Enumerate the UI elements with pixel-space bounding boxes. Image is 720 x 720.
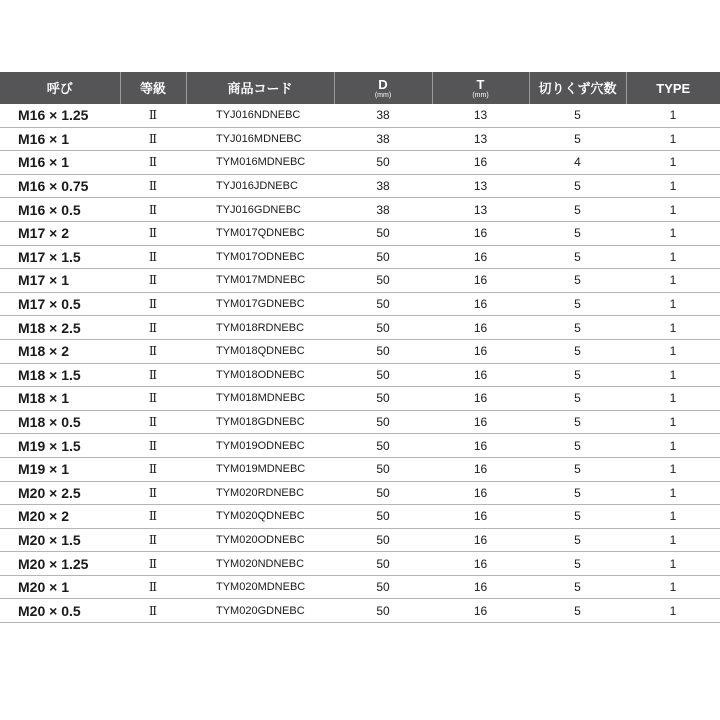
cell-type: 1 <box>626 505 720 529</box>
cell-flutes: 4 <box>529 151 626 175</box>
cell-t: 16 <box>432 387 529 411</box>
table-row <box>0 269 720 293</box>
table-row <box>0 339 720 363</box>
cell-d: 50 <box>334 221 432 245</box>
cell-code: TYM020MDNEBC <box>186 575 334 599</box>
cell-code: TYM018RDNEBC <box>186 316 334 340</box>
cell-d: 50 <box>334 387 432 411</box>
cell-type: 1 <box>626 434 720 458</box>
table-row <box>0 575 720 599</box>
cell-grade: Ⅱ <box>120 599 186 623</box>
table-row <box>0 292 720 316</box>
cell-d: 50 <box>334 292 432 316</box>
cell-type: 1 <box>626 174 720 198</box>
cell-grade: Ⅱ <box>120 552 186 576</box>
cell-name: M18 × 2.5 <box>0 316 120 340</box>
cell-code: TYM017QDNEBC <box>186 221 334 245</box>
cell-grade: Ⅱ <box>120 434 186 458</box>
cell-type: 1 <box>626 339 720 363</box>
cell-code: TYJ016JDNEBC <box>186 174 334 198</box>
cell-type: 1 <box>626 269 720 293</box>
cell-type: 1 <box>626 528 720 552</box>
cell-code: TYM020ODNEBC <box>186 528 334 552</box>
cell-type: 1 <box>626 457 720 481</box>
table-row <box>0 245 720 269</box>
cell-name: M17 × 0.5 <box>0 292 120 316</box>
cell-d: 38 <box>334 127 432 151</box>
cell-t: 13 <box>432 174 529 198</box>
cell-flutes: 5 <box>529 505 626 529</box>
cell-d: 50 <box>334 363 432 387</box>
cell-t: 13 <box>432 198 529 222</box>
cell-t: 16 <box>432 457 529 481</box>
table-header <box>0 72 720 104</box>
cell-grade: Ⅱ <box>120 481 186 505</box>
cell-d: 50 <box>334 410 432 434</box>
cell-grade: Ⅱ <box>120 316 186 340</box>
cell-name: M20 × 1 <box>0 575 120 599</box>
cell-flutes: 5 <box>529 363 626 387</box>
cell-d: 50 <box>334 505 432 529</box>
cell-type: 1 <box>626 245 720 269</box>
cell-flutes: 5 <box>529 434 626 458</box>
header-row <box>0 72 720 104</box>
cell-name: M17 × 1.5 <box>0 245 120 269</box>
cell-code: TYJ016GDNEBC <box>186 198 334 222</box>
cell-name: M20 × 2.5 <box>0 481 120 505</box>
cell-flutes: 5 <box>529 292 626 316</box>
table-row <box>0 434 720 458</box>
cell-flutes: 5 <box>529 339 626 363</box>
cell-name: M16 × 0.5 <box>0 198 120 222</box>
cell-grade: Ⅱ <box>120 292 186 316</box>
cell-name: M16 × 0.75 <box>0 174 120 198</box>
cell-name: M20 × 1.5 <box>0 528 120 552</box>
table-row <box>0 221 720 245</box>
cell-d: 50 <box>334 316 432 340</box>
table-row <box>0 599 720 623</box>
cell-grade: Ⅱ <box>120 269 186 293</box>
cell-grade: Ⅱ <box>120 387 186 411</box>
cell-name: M20 × 1.25 <box>0 552 120 576</box>
cell-name: M19 × 1 <box>0 457 120 481</box>
cell-name: M18 × 1.5 <box>0 363 120 387</box>
header-flutes: 切りくず穴数 <box>529 72 626 104</box>
cell-t: 16 <box>432 151 529 175</box>
cell-d: 50 <box>334 151 432 175</box>
cell-t: 13 <box>432 104 529 127</box>
cell-t: 16 <box>432 434 529 458</box>
table-row <box>0 481 720 505</box>
cell-t: 16 <box>432 481 529 505</box>
cell-type: 1 <box>626 552 720 576</box>
cell-type: 1 <box>626 104 720 127</box>
cell-d: 50 <box>334 269 432 293</box>
table-body <box>0 104 720 623</box>
cell-code: TYM019MDNEBC <box>186 457 334 481</box>
cell-type: 1 <box>626 481 720 505</box>
cell-grade: Ⅱ <box>120 575 186 599</box>
cell-type: 1 <box>626 363 720 387</box>
cell-flutes: 5 <box>529 410 626 434</box>
cell-code: TYM019ODNEBC <box>186 434 334 458</box>
cell-code: TYM017MDNEBC <box>186 269 334 293</box>
cell-flutes: 5 <box>529 316 626 340</box>
cell-name: M17 × 2 <box>0 221 120 245</box>
cell-d: 50 <box>334 339 432 363</box>
header-t-unit: (mm) <box>472 91 489 99</box>
table-row <box>0 174 720 198</box>
cell-code: TYM020NDNEBC <box>186 552 334 576</box>
cell-t: 16 <box>432 552 529 576</box>
cell-grade: Ⅱ <box>120 221 186 245</box>
table-row <box>0 552 720 576</box>
cell-code: TYM018QDNEBC <box>186 339 334 363</box>
cell-name: M19 × 1.5 <box>0 434 120 458</box>
table-row <box>0 316 720 340</box>
cell-type: 1 <box>626 599 720 623</box>
cell-type: 1 <box>626 127 720 151</box>
cell-t: 13 <box>432 127 529 151</box>
cell-name: M17 × 1 <box>0 269 120 293</box>
header-name: 呼び <box>0 72 120 104</box>
cell-d: 38 <box>334 174 432 198</box>
header-d-unit: (mm) <box>374 91 392 99</box>
cell-code: TYM018GDNEBC <box>186 410 334 434</box>
cell-name: M18 × 2 <box>0 339 120 363</box>
cell-grade: Ⅱ <box>120 528 186 552</box>
cell-flutes: 5 <box>529 127 626 151</box>
cell-flutes: 5 <box>529 174 626 198</box>
cell-name: M16 × 1 <box>0 151 120 175</box>
cell-code: TYJ016NDNEBC <box>186 104 334 127</box>
cell-flutes: 5 <box>529 387 626 411</box>
cell-t: 16 <box>432 245 529 269</box>
cell-d: 50 <box>334 599 432 623</box>
cell-t: 16 <box>432 575 529 599</box>
cell-grade: Ⅱ <box>120 127 186 151</box>
cell-flutes: 5 <box>529 221 626 245</box>
cell-grade: Ⅱ <box>120 104 186 127</box>
cell-name: M20 × 2 <box>0 505 120 529</box>
cell-d: 50 <box>334 575 432 599</box>
header-grade: 等級 <box>120 72 186 104</box>
cell-code: TYM016MDNEBC <box>186 151 334 175</box>
cell-t: 16 <box>432 269 529 293</box>
cell-type: 1 <box>626 575 720 599</box>
cell-code: TYJ016MDNEBC <box>186 127 334 151</box>
cell-grade: Ⅱ <box>120 363 186 387</box>
cell-type: 1 <box>626 410 720 434</box>
table-row <box>0 528 720 552</box>
cell-type: 1 <box>626 221 720 245</box>
table-row <box>0 363 720 387</box>
cell-d: 38 <box>334 198 432 222</box>
cell-flutes: 5 <box>529 528 626 552</box>
cell-grade: Ⅱ <box>120 245 186 269</box>
cell-t: 16 <box>432 528 529 552</box>
cell-t: 16 <box>432 221 529 245</box>
cell-d: 50 <box>334 481 432 505</box>
cell-code: TYM020QDNEBC <box>186 505 334 529</box>
cell-flutes: 5 <box>529 575 626 599</box>
cell-code: TYM018ODNEBC <box>186 363 334 387</box>
cell-code: TYM017GDNEBC <box>186 292 334 316</box>
cell-grade: Ⅱ <box>120 410 186 434</box>
table-row <box>0 104 720 127</box>
cell-name: M18 × 0.5 <box>0 410 120 434</box>
cell-t: 16 <box>432 339 529 363</box>
cell-t: 16 <box>432 292 529 316</box>
cell-code: TYM018MDNEBC <box>186 387 334 411</box>
header-type: TYPE <box>626 72 720 104</box>
header-code: 商品コード <box>186 72 334 104</box>
cell-flutes: 5 <box>529 245 626 269</box>
table-row <box>0 387 720 411</box>
cell-flutes: 5 <box>529 198 626 222</box>
table-row <box>0 198 720 222</box>
cell-grade: Ⅱ <box>120 457 186 481</box>
cell-grade: Ⅱ <box>120 198 186 222</box>
cell-type: 1 <box>626 198 720 222</box>
cell-type: 1 <box>626 292 720 316</box>
table-row <box>0 127 720 151</box>
cell-grade: Ⅱ <box>120 505 186 529</box>
cell-type: 1 <box>626 151 720 175</box>
header-t: T (mm) <box>432 72 529 104</box>
cell-name: M20 × 0.5 <box>0 599 120 623</box>
cell-flutes: 5 <box>529 599 626 623</box>
table-row <box>0 505 720 529</box>
cell-grade: Ⅱ <box>120 339 186 363</box>
cell-flutes: 5 <box>529 457 626 481</box>
cell-d: 50 <box>334 552 432 576</box>
cell-t: 16 <box>432 316 529 340</box>
cell-name: M16 × 1 <box>0 127 120 151</box>
cell-flutes: 5 <box>529 104 626 127</box>
cell-code: TYM020RDNEBC <box>186 481 334 505</box>
cell-t: 16 <box>432 599 529 623</box>
table-row <box>0 410 720 434</box>
cell-flutes: 5 <box>529 269 626 293</box>
table-row <box>0 457 720 481</box>
cell-type: 1 <box>626 316 720 340</box>
cell-grade: Ⅱ <box>120 174 186 198</box>
cell-d: 38 <box>334 104 432 127</box>
cell-grade: Ⅱ <box>120 151 186 175</box>
spec-table <box>0 72 720 623</box>
cell-d: 50 <box>334 457 432 481</box>
cell-d: 50 <box>334 245 432 269</box>
table-row <box>0 151 720 175</box>
cell-d: 50 <box>334 528 432 552</box>
cell-code: TYM020GDNEBC <box>186 599 334 623</box>
cell-name: M16 × 1.25 <box>0 104 120 127</box>
cell-t: 16 <box>432 410 529 434</box>
cell-name: M18 × 1 <box>0 387 120 411</box>
cell-flutes: 5 <box>529 481 626 505</box>
cell-t: 16 <box>432 505 529 529</box>
header-d: D (mm) <box>334 72 432 104</box>
cell-d: 50 <box>334 434 432 458</box>
cell-flutes: 5 <box>529 552 626 576</box>
cell-t: 16 <box>432 363 529 387</box>
cell-code: TYM017ODNEBC <box>186 245 334 269</box>
cell-type: 1 <box>626 387 720 411</box>
